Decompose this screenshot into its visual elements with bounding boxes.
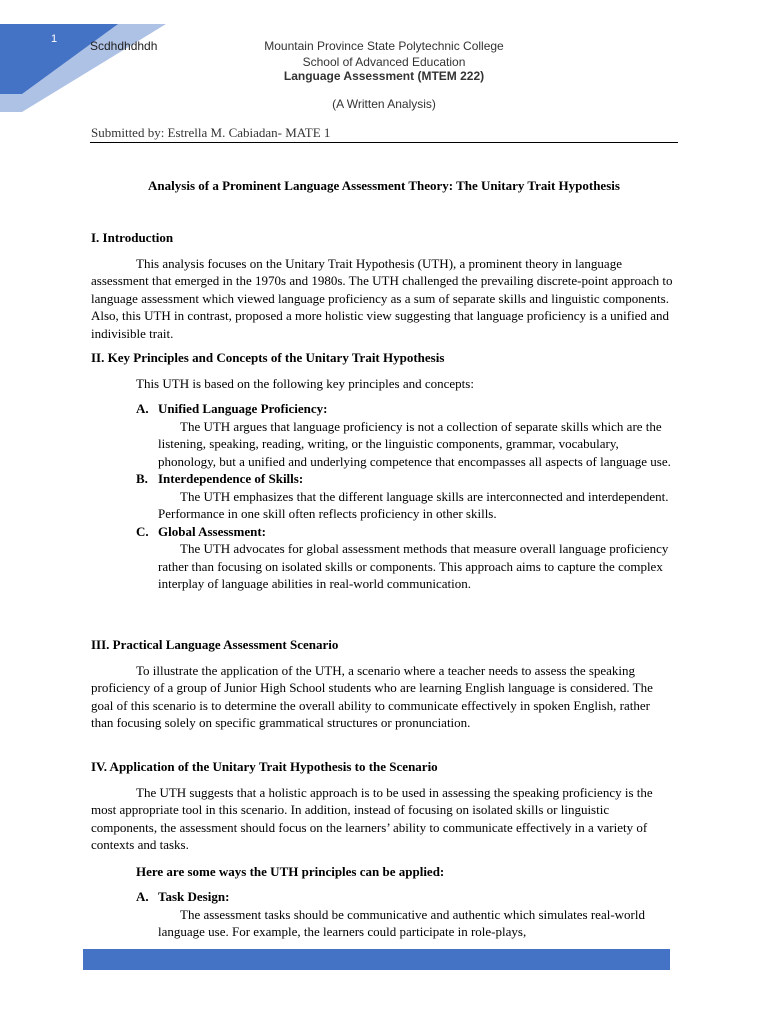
section-introduction bbox=[91, 229, 675, 342]
subheading: Here are some ways the UTH principles can be applied: bbox=[136, 863, 445, 879]
document-title: Analysis of a Prominent Language Assessment Theory: The Unitary Trait Hypothesis bbox=[148, 178, 620, 193]
item-text: The UTH emphasizes that the different language skills are interconnected and interdependent. Performance in one skill often reflects proficiency in other skills. bbox=[158, 488, 669, 521]
section-heading: III. Practical Language Assessment Scenario bbox=[91, 637, 339, 652]
section-heading: IV. Application of the Unitary Trait Hypothesis to the Scenario bbox=[91, 759, 438, 774]
page-number: 1 bbox=[51, 33, 58, 45]
item-text: The assessment tasks should be communicative and authentic which simulates real-world language use. For example, the learners could participate in role-plays, bbox=[158, 906, 645, 939]
section-key-principles bbox=[91, 349, 675, 593]
document-type: (A Written Analysis) bbox=[332, 97, 436, 111]
course-title: Language Assessment (MTEM 222) bbox=[283, 69, 485, 83]
item-label: A. bbox=[136, 889, 149, 904]
item-title: Global Assessment: bbox=[158, 523, 266, 539]
item-label: B. bbox=[136, 471, 148, 486]
paragraph: To illustrate the application of the UTH, a scenario where a teacher needs to assess the speaking proficiency of a group of Junior High School students who are learning English language is considered. The goal of this scenario is to determine the overall ability to communicate effectively in spoken English, rather than focusing solely on specific grammatical structures or pronunciation. bbox=[91, 662, 653, 730]
header-stray-text: Scdhdhdhdh bbox=[90, 39, 158, 53]
section-heading: I. Introduction bbox=[91, 230, 174, 245]
section-heading: II. Key Principles and Concepts of the Unitary Trait Hypothesis bbox=[91, 350, 445, 365]
paragraph: This UTH is based on the following key principles and concepts: bbox=[136, 375, 474, 391]
list-item bbox=[91, 470, 675, 523]
item-label: C. bbox=[136, 523, 149, 539]
header-rule bbox=[90, 142, 678, 143]
item-text: The UTH advocates for global assessment methods that measure overall language proficiency rather than focusing on isolated skills or components. This approach aims to capture the complex interplay of language abilities in real-world communication. bbox=[158, 541, 669, 591]
college-name: Mountain Province State Polytechnic College bbox=[264, 39, 504, 53]
item-label: A. bbox=[136, 401, 149, 416]
section-application bbox=[91, 758, 675, 941]
item-title: Unified Language Proficiency: bbox=[158, 401, 328, 416]
paragraph: This analysis focuses on the Unitary Trait Hypothesis (UTH), a prominent theory in language assessment that emerged in the 1970s and 1980s. The UTH challenged the prevailing discrete-point approach to language assessment which viewed language proficiency as a sum of separate skills and linguistic components. Also, this UTH in contrast, proposed a more holistic view suggesting that language proficiency is a unified and indivisible trait. bbox=[91, 255, 673, 341]
list-item bbox=[91, 523, 675, 593]
item-title: Task Design: bbox=[158, 889, 230, 904]
section-scenario bbox=[91, 636, 675, 732]
footer-bar bbox=[83, 949, 670, 970]
paragraph: The UTH suggests that a holistic approach is to be used in assessing the speaking proficiency is the most appropriate tool in this scenario. In addition, instead of focusing on isolated skills or linguistic components, the assessment should focus on the learners’ ability to communicate effectively in a variety of contexts and tasks. bbox=[91, 784, 653, 852]
list-item bbox=[91, 400, 675, 470]
item-title: Interdependence of Skills: bbox=[158, 471, 304, 486]
submitted-by: Submitted by: Estrella M. Cabiadan- MATE 1 bbox=[91, 125, 331, 140]
school-name: School of Advanced Education bbox=[302, 55, 466, 69]
list-item bbox=[91, 888, 675, 941]
item-text: The UTH argues that language proficiency is not a collection of separate skills which are the listening, speaking, reading, writing, or the linguistic components, grammar, vocabulary, phonology, but a unified and underlying competence that encompasses all aspects of language use. bbox=[158, 418, 671, 469]
